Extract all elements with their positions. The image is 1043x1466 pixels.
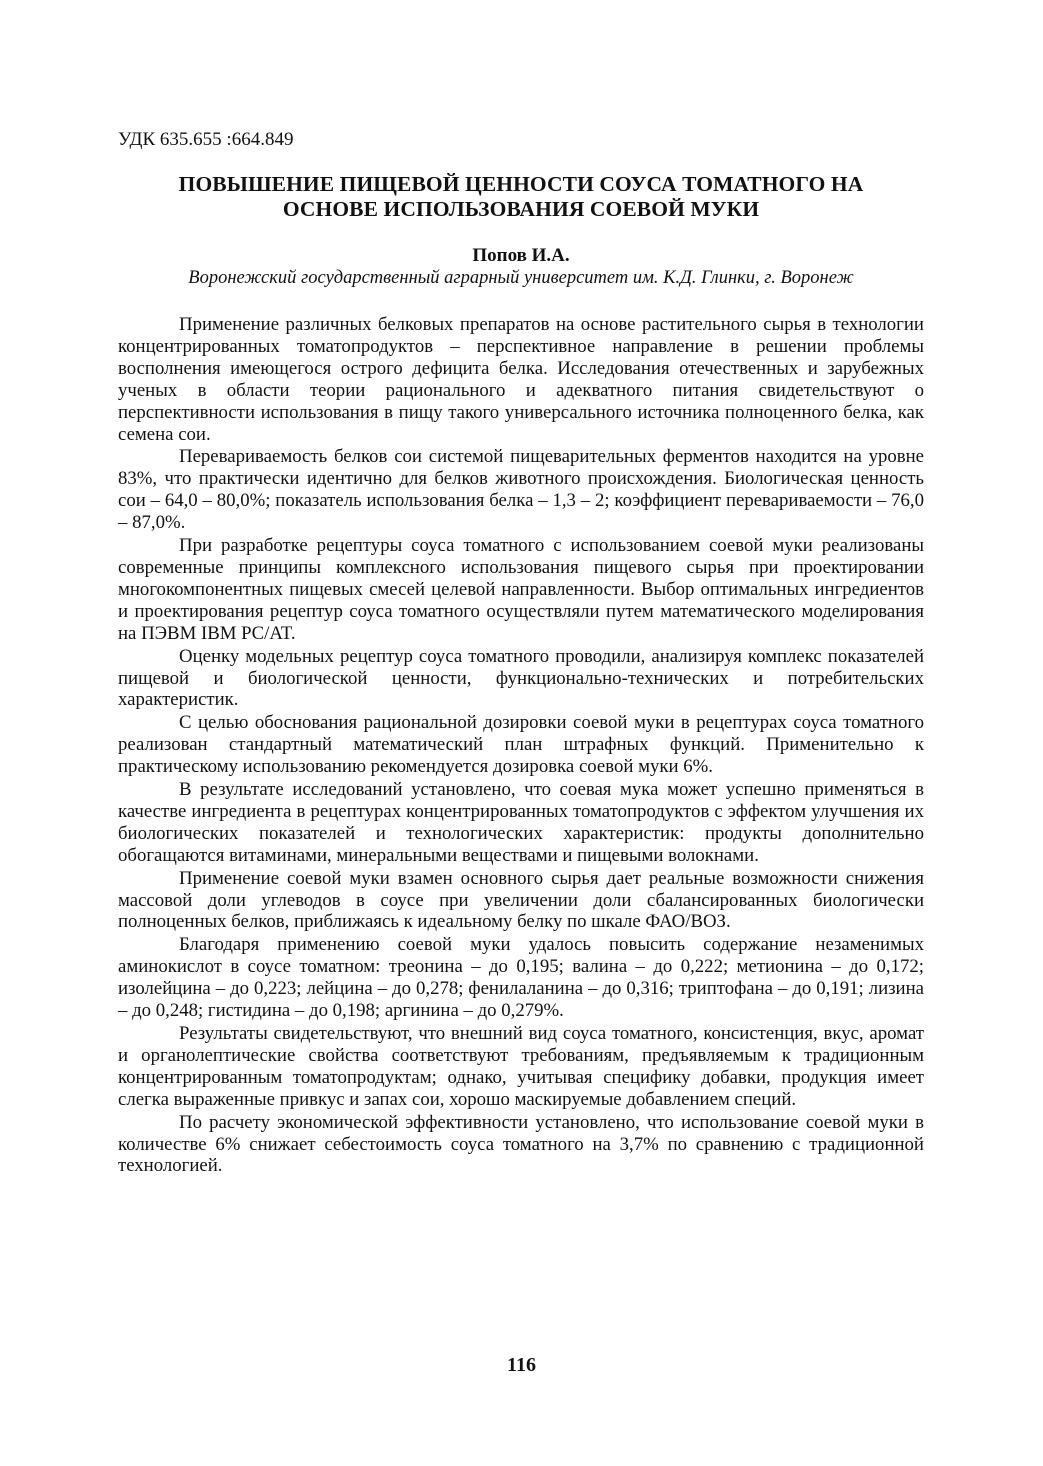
article-title — [118, 172, 924, 222]
paragraph: При разработке рецептуры соуса томатного с использованием соевой муки реализованы современные принципы комплексного использования пищевого сырья при проектировании многокомпонентных пищевых смесей целевой направленности. Выбор оптимальных ингредиентов и проектирования рецептур соуса томатного осуществляли путем математического моделирования на ПЭВМ IBM PC/AT. — [118, 535, 924, 644]
paragraph: Применение различных белковых препаратов на основе растительного сырья в технологии концентрированных томатопродуктов – перспективное направление в решении проблемы восполнения имеющегося острого дефицита белка. Исследования отечественных и зарубежных ученых в области теории рационального и адекватного питания свидетельствуют о перспективности использования в пищу такого универсального источника полноценного белка, как семена сои. — [118, 314, 924, 445]
paragraph: Благодаря применению соевой муки удалось повысить содержание незаменимых аминокислот в соусе томатном: треонина – до 0,195; валина – до 0,222; метионина – до 0,172; изолейцина – до 0,223; лейцина – до 0,278; фенилаланина – до 0,316; триптофана – до 0,191; лизина – до 0,248; гистидина – до 0,198; аргинина – до 0,279%. — [118, 934, 924, 1022]
page-number: 116 — [507, 1354, 536, 1376]
paragraph: Перевариваемость белков сои системой пищеварительных ферментов находится на уровне 83%, что практически идентично для белков животного происхождения. Биологическая ценность сои – 64,0 – 80,0%; показатель использования белка – 1,3 – 2; коэффициент перевариваемости – 76,0 – 87,0%. — [118, 446, 924, 534]
udk-code: УДК 635.655 :664.849 — [118, 129, 294, 150]
article-page — [118, 128, 924, 1178]
paragraph: По расчету экономической эффективности установлено, что использование соевой муки в количестве 6% снижает себестоимость соуса томатного на 3,7% по сравнению с традиционной технологией. — [118, 1111, 924, 1177]
article-title-line: ОСНОВЕ ИСПОЛЬЗОВАНИЯ СОЕВОЙ МУКИ — [282, 197, 760, 221]
article-title-line: ПОВЫШЕНИЕ ПИЩЕВОЙ ЦЕННОСТИ СОУСА ТОМАТНОГО НА — [178, 172, 864, 196]
paragraph: Оценку модельных рецептур соуса томатного проводили, анализируя комплекс показателей пищевой и биологической ценности, функционально-технических и потребительских характеристик. — [118, 645, 924, 711]
article-body — [118, 314, 924, 1177]
paragraph: С целью обоснования рациональной дозировки соевой муки в рецептурах соуса томатного реализован стандартный математический план штрафных функций. Применительно к практическому использованию рекомендуется дозировка соевой муки 6%. — [118, 712, 924, 778]
paragraph: Результаты свидетельствуют, что внешний вид соуса томатного, консистенция, вкус, аромат и органолептические свойства соответствуют требованиям, предъявляемым к традиционным концентрированным томатопродуктам; однако, учитывая специфику добавки, продукция имеет слегка выраженные привкус и запах сои, хорошо маскируемые добавлением специй. — [118, 1023, 924, 1110]
author-name: Попов И.А. — [472, 245, 570, 266]
paragraph: Применение соевой муки взамен основного сырья дает реальные возможности снижения массовой доли углеводов в соусе при увеличении доли сбалансированных биологически полноценных белков, приближаясь к идеальному белку по шкале ФАО/ВОЗ. — [118, 867, 924, 933]
paragraph: В результате исследований установлено, что соевая мука может успешно применяться в качестве ингредиента в рецептурах концентрированных томатопродуктов с эффектом улучшения их биологических показателей и технологических характеристик: продукты дополнительно обогащаются витаминами, минеральными веществами и пищевыми волокнами. — [118, 779, 924, 866]
author-affiliation: Воронежский государственный аграрный университет им. К.Д. Глинки, г. Воронеж — [188, 268, 854, 288]
